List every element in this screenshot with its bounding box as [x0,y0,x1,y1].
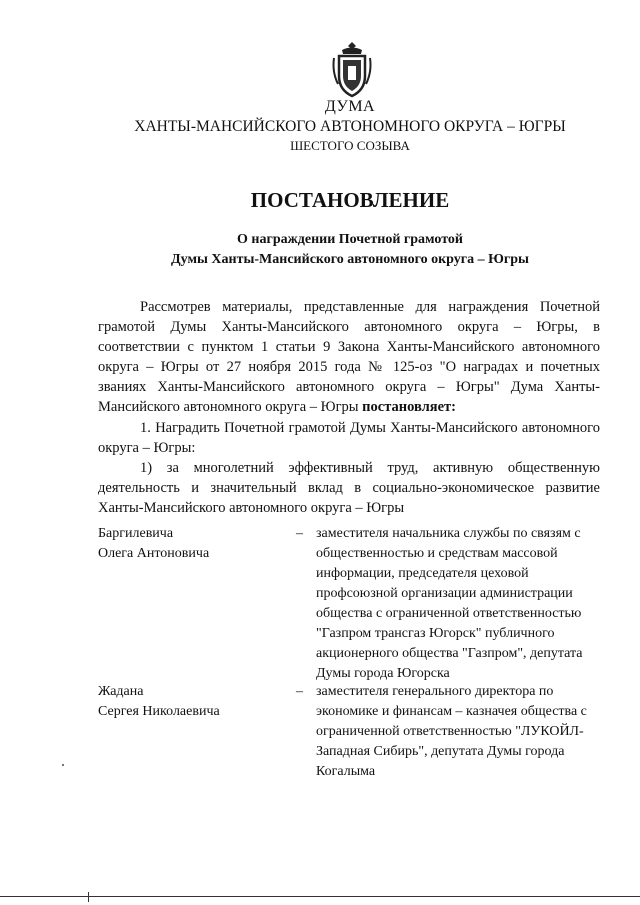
awardee-surname: Баргилевича [98,526,174,541]
decree-word: постановляет: [362,399,456,415]
document-type-title: ПОСТАНОВЛЕНИЕ [250,188,450,212]
awardee-given-names: Олега Антоновича [98,546,210,561]
org-name-line2: ХАНТЫ-МАНСИЙСКОГО АВТОНОМНОГО ОКРУГА – ЮГРЫ [134,118,566,135]
awardee-position: заместителя генерального директора по экономике и финансам – казначея общества с ограниченной ответственностью "ЛУКОЙЛ-Западная Сибирь", депутата Думы города Когалыма [316,684,587,779]
convocation-line: ШЕСТОГО СОЗЫВА [290,138,410,153]
awardee-given-names: Сергея Николаевича [98,704,220,719]
item-1-paragraph: 1. Наградить Почетной грамотой Думы Ханты-Мансийского автономного округа – Югры: [98,420,600,456]
awardee-row [98,682,608,782]
awardee-position: заместителя начальника службы по связям с общественностью и средствам массовой информации, председателя цеховой профсоюзной организации администрации общества с ограниченной ответственностью "Газпром трансгаз Югорск" публичного акционерного общества "Газпром", депутата Думы города Югорска [316,526,583,681]
preamble-text: Рассмотрев материалы, представленные для награждения Почетной грамотой Думы Ханты-Мансийского автономного округа – Югры, в соответствии с пунктом 1 статьи 9 Закона Ханты-Мансийского автономного округа – Югры от 27 ноября 2015 года № 125-оз "О наградах и почетных званиях Ханты-Мансийского автономного округа – Югры" Дума Ханты-Мансийского автономного округа – Югры [98,299,600,415]
document-subject [0,230,640,270]
awardee-dash: – [296,526,303,541]
subject-line2: Думы Ханты-Мансийского автономного округа – Югры [171,252,529,267]
org-name-line1: ДУМА [324,98,376,115]
bottom-divider-tick [88,892,89,902]
awardee-dash: – [296,684,303,699]
awardee-surname: Жадана [98,684,144,699]
coat-of-arms-icon [330,40,374,98]
subject-line1: О награждении Почетной грамотой [237,232,463,247]
awardee-name [98,682,278,722]
bottom-divider [0,896,640,897]
preamble-paragraph [98,297,600,417]
awardee-row [98,524,608,681]
scan-speck [62,764,64,766]
item-1-1-paragraph: 1) за многолетний эффективный труд, активную общественную деятельность и значительный вклад в социально-экономическое развитие Ханты-Мансийского автономного округа – Югры [98,460,600,516]
awardee-name [98,524,278,564]
